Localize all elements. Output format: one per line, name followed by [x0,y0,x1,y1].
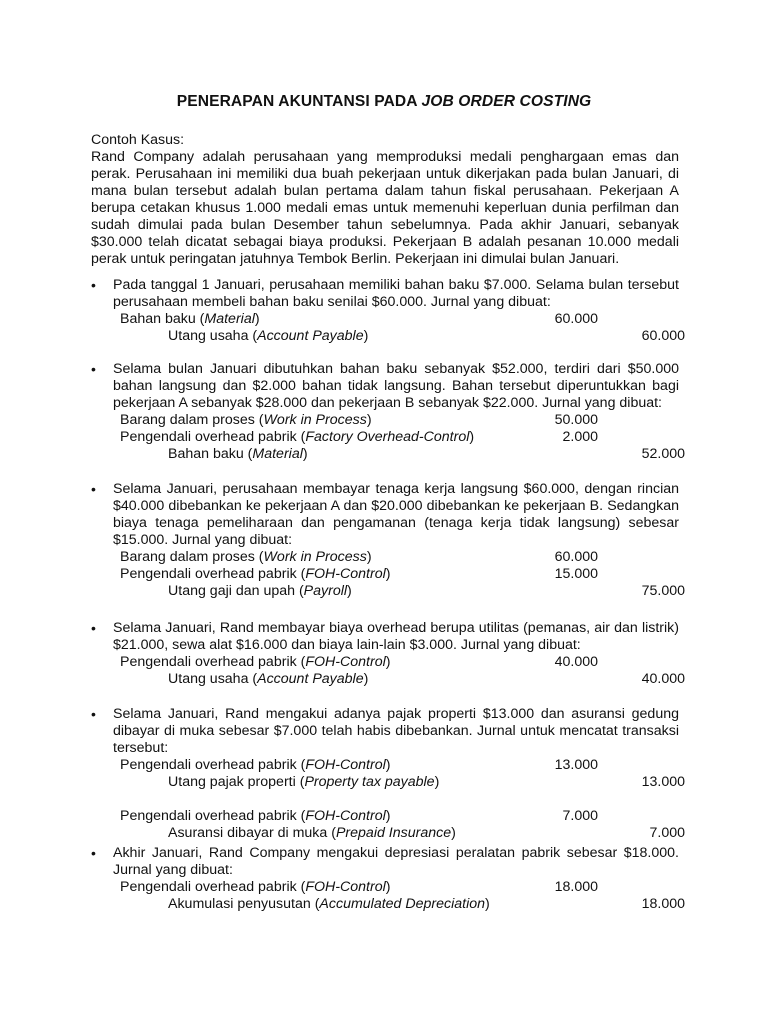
account-name: Pengendali overhead pabrik (FOH-Control) [120,566,391,582]
account-name: Bahan baku (Material) [120,311,260,327]
bullet-icon: • [91,361,96,377]
journal-row [113,583,685,600]
account-name: Barang dalam proses (Work in Process) [120,412,372,428]
journal-row [113,825,685,842]
page-title: PENERAPAN AKUNTANSI PADA JOB ORDER COSTING [176,93,592,110]
account-name: Utang pajak properti (Property tax payable) [168,774,440,790]
journal-row [113,879,679,896]
account-name: Barang dalam proses (Work in Process) [120,549,372,565]
intro-section [91,132,679,268]
transaction-text: Selama bulan Januari dibutuhkan bahan baku sebanyak $52.000, terdiri dari $50.000 bahan langsung dan $2.000 bahan tidak langsung. Bahan tersebut diperuntukkan bagi pekerjaan A sebanyak $28.000 dan pekerjaan B sebanyak $22.000. Jurnal yang dibuat: [113,361,679,411]
credit-amount: 18.000 [641,896,685,912]
journal-row [113,774,685,791]
bullet-icon: • [91,277,96,293]
debit-amount: 60.000 [554,311,598,327]
account-name: Pengendali overhead pabrik (Factory Overhead-Control) [120,429,475,445]
credit-amount: 7.000 [649,825,685,841]
journal-row [113,429,679,446]
account-name: Utang usaha (Account Payable) [168,671,369,687]
journal-row [113,446,685,463]
debit-amount: 40.000 [554,654,598,670]
credit-amount: 52.000 [641,446,685,462]
debit-amount: 2.000 [562,429,598,445]
account-name: Utang usaha (Account Payable) [168,328,369,344]
journal-row [113,654,679,671]
debit-amount: 18.000 [554,879,598,895]
account-name: Akumulasi penyusutan (Accumulated Depreciation) [168,896,490,912]
transaction-4 [91,620,685,688]
transaction-text: Selama Januari, perusahaan membayar tenaga kerja langsung $60.000, dengan rincian $40.000 dibebankan ke pekerjaan A dan $20.000 dibebankan ke pekerjaan B. Sedangkan biaya tenaga pemeliharaan dan pengamanan (tenaga kerja tidak langsung) sebesar $15.000. Jurnal yang dibuat: [113,481,679,548]
transaction-text: Selama Januari, Rand membayar biaya overhead berupa utilitas (pemanas, air dan listrik) $21.000, sewa alat $16.000 dan biaya lain-lain $3.000. Jurnal yang dibuat: [113,620,679,653]
journal-row [113,808,679,825]
journal-row [113,757,679,774]
bullet-icon: • [91,481,96,497]
transaction-text: Selama Januari, Rand mengakui adanya pajak properti $13.000 dan asuransi gedung dibayar di muka sebesar $7.000 telah habis dibebankan. Jurnal untuk mencatat transaksi tersebut: [113,706,679,756]
journal-row [113,311,679,328]
transaction-2 [91,361,685,463]
debit-amount: 7.000 [562,808,598,824]
journal-row [113,671,685,688]
debit-amount: 15.000 [554,566,598,582]
credit-amount: 40.000 [641,671,685,687]
bullet-icon: • [91,706,96,722]
account-name: Utang gaji dan upah (Payroll) [168,583,352,599]
account-name: Pengendali overhead pabrik (FOH-Control) [120,808,391,824]
debit-amount: 50.000 [554,412,598,428]
account-name: Pengendali overhead pabrik (FOH-Control) [120,879,391,895]
debit-amount: 13.000 [554,757,598,773]
account-name: Bahan baku (Material) [168,446,308,462]
credit-amount: 60.000 [641,328,685,344]
bullet-icon: • [91,845,96,861]
journal-row [113,566,679,583]
transaction-3 [91,481,685,600]
journal-row [113,549,679,566]
transaction-1 [91,277,685,345]
transaction-text: Akhir Januari, Rand Company mengakui depresiasi peralatan pabrik sebesar $18.000. Jurnal yang dibuat: [113,845,679,878]
journal-row [113,896,685,913]
account-name: Asuransi dibayar di muka (Prepaid Insurance) [168,825,456,841]
credit-amount: 75.000 [641,583,685,599]
account-name: Pengendali overhead pabrik (FOH-Control) [120,654,391,670]
intro-paragraph: Rand Company adalah perusahaan yang memproduksi medali penghargaan emas dan perak. Perusahaan ini memiliki dua buah pekerjaan untuk dikerjakan pada bulan Januari, di mana bulan tersebut adalah bulan pertama dalam tahun fiskal perusahaan. Pekerjaan A berupa cetakan khusus 1.000 medali emas untuk memenuhi keperluan dunia perfilman dan sudah dimulai pada bulan Desember tahun sebelumnya. Pada akhir Januari, sebanyak $30.000 telah dicatat sebagai biaya produksi. Pekerjaan B adalah pesanan 10.000 medali perak untuk peringatan jatuhnya Tembok Berlin. Pekerjaan ini dimulai bulan Januari. [91,149,679,267]
transaction-5 [91,706,685,842]
journal-row [113,328,685,345]
intro-heading: Contoh Kasus: [91,132,185,148]
credit-amount: 13.000 [641,774,685,790]
transaction-6 [91,845,685,913]
debit-amount: 60.000 [554,549,598,565]
journal-row [113,412,679,429]
bullet-icon: • [91,620,96,636]
account-name: Pengendali overhead pabrik (FOH-Control) [120,757,391,773]
transaction-text: Pada tanggal 1 Januari, perusahaan memiliki bahan baku $7.000. Selama bulan tersebut perusahaan membeli bahan baku senilai $60.000. Jurnal yang dibuat: [113,277,679,310]
